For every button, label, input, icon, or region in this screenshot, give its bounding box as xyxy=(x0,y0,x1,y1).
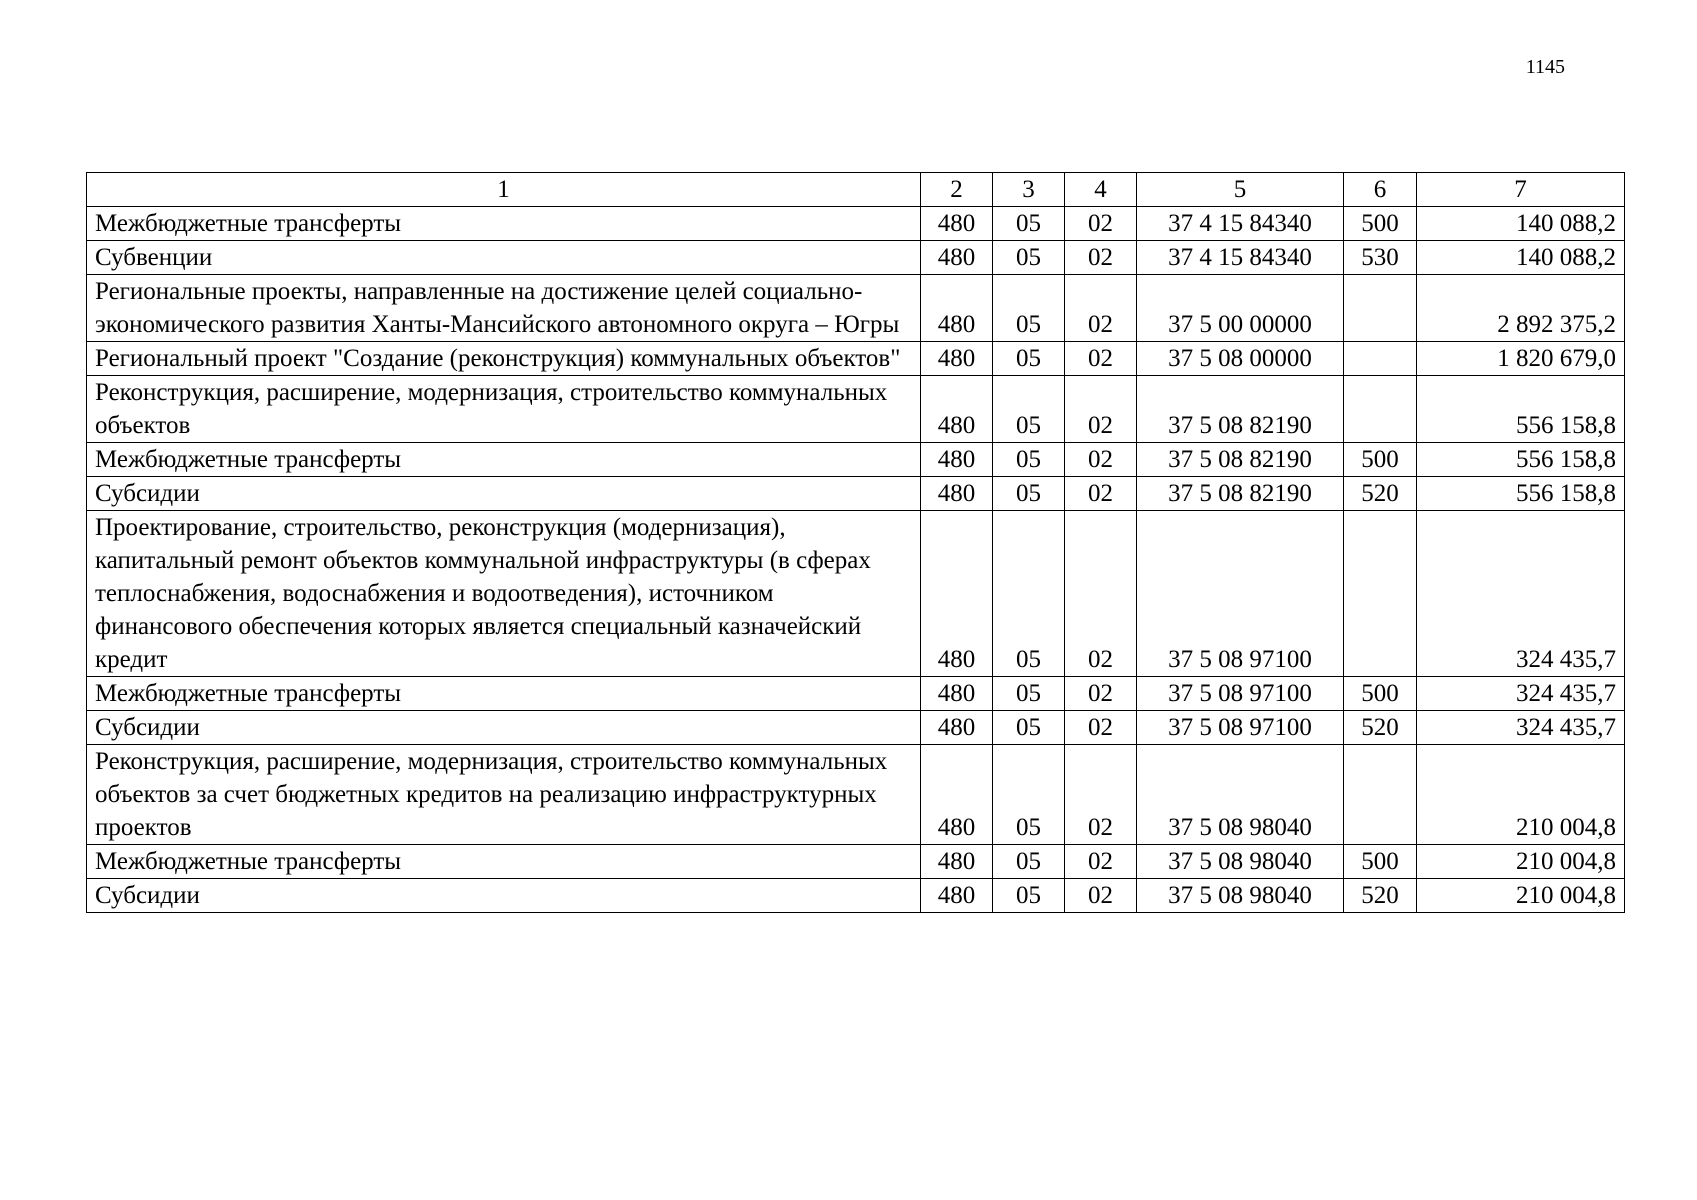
row-cell-4: 02 xyxy=(1065,879,1137,913)
row-amount-cell: 324 435,7 xyxy=(1417,677,1625,711)
table-row xyxy=(87,677,1625,711)
row-cell-3: 05 xyxy=(993,677,1065,711)
row-cell-6: 520 xyxy=(1344,879,1417,913)
row-amount-cell: 556 158,8 xyxy=(1417,443,1625,477)
row-amount-cell: 210 004,8 xyxy=(1417,745,1625,845)
table-row xyxy=(87,241,1625,275)
row-amount-cell: 556 158,8 xyxy=(1417,477,1625,511)
row-cell-4: 02 xyxy=(1065,511,1137,677)
row-cell-2: 480 xyxy=(921,745,993,845)
column-header: 6 xyxy=(1344,173,1417,207)
row-cell-4: 02 xyxy=(1065,376,1137,443)
row-cell-5: 37 4 15 84340 xyxy=(1137,241,1344,275)
row-cell-5: 37 4 15 84340 xyxy=(1137,207,1344,241)
row-name-cell: Проектирование, строительство, реконструкция (модернизация), капитальный ремонт объектов коммунальной инфраструктуры (в сферах теплоснабжения, водоснабжения и водоотведения), источником финансового обеспечения которых является специальный казначейский кредит xyxy=(87,511,921,677)
row-cell-5: 37 5 08 97100 xyxy=(1137,677,1344,711)
table-row xyxy=(87,275,1625,342)
row-cell-2: 480 xyxy=(921,845,993,879)
row-cell-2: 480 xyxy=(921,511,993,677)
row-cell-3: 05 xyxy=(993,241,1065,275)
row-amount-cell: 210 004,8 xyxy=(1417,845,1625,879)
row-name-cell: Межбюджетные трансферты xyxy=(87,443,921,477)
column-header: 4 xyxy=(1065,173,1137,207)
row-cell-4: 02 xyxy=(1065,677,1137,711)
row-cell-2: 480 xyxy=(921,477,993,511)
row-cell-2: 480 xyxy=(921,207,993,241)
row-name-cell: Межбюджетные трансферты xyxy=(87,845,921,879)
row-cell-3: 05 xyxy=(993,342,1065,376)
row-cell-6: 500 xyxy=(1344,845,1417,879)
row-cell-3: 05 xyxy=(993,376,1065,443)
row-amount-cell: 324 435,7 xyxy=(1417,711,1625,745)
table-header-row xyxy=(87,173,1625,207)
row-cell-6: 520 xyxy=(1344,711,1417,745)
row-name-cell: Субсидии xyxy=(87,711,921,745)
row-cell-6: 530 xyxy=(1344,241,1417,275)
table-row xyxy=(87,477,1625,511)
row-amount-cell: 2 892 375,2 xyxy=(1417,275,1625,342)
row-amount-cell: 140 088,2 xyxy=(1417,241,1625,275)
row-cell-3: 05 xyxy=(993,511,1065,677)
row-cell-5: 37 5 08 00000 xyxy=(1137,342,1344,376)
row-cell-3: 05 xyxy=(993,477,1065,511)
row-amount-cell: 140 088,2 xyxy=(1417,207,1625,241)
row-cell-4: 02 xyxy=(1065,275,1137,342)
row-cell-6 xyxy=(1344,342,1417,376)
row-name-cell: Региональные проекты, направленные на достижение целей социально-экономического развития Ханты-Мансийского автономного округа – Югры xyxy=(87,275,921,342)
page-number: 1145 xyxy=(1525,56,1565,78)
row-cell-5: 37 5 08 97100 xyxy=(1137,511,1344,677)
table-row xyxy=(87,711,1625,745)
row-cell-5: 37 5 08 82190 xyxy=(1137,443,1344,477)
row-cell-4: 02 xyxy=(1065,477,1137,511)
row-cell-5: 37 5 08 97100 xyxy=(1137,711,1344,745)
row-cell-5: 37 5 08 98040 xyxy=(1137,745,1344,845)
row-name-cell: Реконструкция, расширение, модернизация, строительство коммунальных объектов за счет бюджетных кредитов на реализацию инфраструктурных проектов xyxy=(87,745,921,845)
row-cell-6: 500 xyxy=(1344,207,1417,241)
row-name-cell: Реконструкция, расширение, модернизация, строительство коммунальных объектов xyxy=(87,376,921,443)
table-row xyxy=(87,443,1625,477)
row-amount-cell: 556 158,8 xyxy=(1417,376,1625,443)
row-cell-4: 02 xyxy=(1065,207,1137,241)
row-cell-6 xyxy=(1344,511,1417,677)
row-amount-cell: 1 820 679,0 xyxy=(1417,342,1625,376)
table-row xyxy=(87,511,1625,677)
column-header: 5 xyxy=(1137,173,1344,207)
row-cell-2: 480 xyxy=(921,443,993,477)
row-cell-4: 02 xyxy=(1065,745,1137,845)
row-cell-3: 05 xyxy=(993,879,1065,913)
column-header: 2 xyxy=(921,173,993,207)
row-cell-2: 480 xyxy=(921,342,993,376)
row-cell-4: 02 xyxy=(1065,845,1137,879)
row-cell-2: 480 xyxy=(921,275,993,342)
row-cell-2: 480 xyxy=(921,677,993,711)
row-cell-2: 480 xyxy=(921,241,993,275)
row-cell-3: 05 xyxy=(993,207,1065,241)
table-row xyxy=(87,879,1625,913)
row-cell-5: 37 5 08 98040 xyxy=(1137,879,1344,913)
row-name-cell: Субвенции xyxy=(87,241,921,275)
column-header: 1 xyxy=(87,173,921,207)
table-row xyxy=(87,207,1625,241)
row-amount-cell: 324 435,7 xyxy=(1417,511,1625,677)
budget-table xyxy=(86,172,1625,913)
row-name-cell: Межбюджетные трансферты xyxy=(87,207,921,241)
row-cell-2: 480 xyxy=(921,711,993,745)
row-cell-6: 500 xyxy=(1344,443,1417,477)
row-cell-6 xyxy=(1344,745,1417,845)
row-cell-3: 05 xyxy=(993,845,1065,879)
table-row xyxy=(87,845,1625,879)
row-cell-3: 05 xyxy=(993,745,1065,845)
row-cell-3: 05 xyxy=(993,443,1065,477)
table-row xyxy=(87,376,1625,443)
row-cell-5: 37 5 08 82190 xyxy=(1137,477,1344,511)
row-cell-3: 05 xyxy=(993,275,1065,342)
row-cell-2: 480 xyxy=(921,879,993,913)
table-row xyxy=(87,342,1625,376)
row-cell-4: 02 xyxy=(1065,711,1137,745)
row-amount-cell: 210 004,8 xyxy=(1417,879,1625,913)
row-cell-5: 37 5 08 82190 xyxy=(1137,376,1344,443)
row-name-cell: Региональный проект "Создание (реконструкция) коммунальных объектов" xyxy=(87,342,921,376)
column-header: 7 xyxy=(1417,173,1625,207)
row-cell-4: 02 xyxy=(1065,342,1137,376)
row-name-cell: Межбюджетные трансферты xyxy=(87,677,921,711)
row-cell-3: 05 xyxy=(993,711,1065,745)
row-cell-4: 02 xyxy=(1065,443,1137,477)
row-cell-5: 37 5 08 98040 xyxy=(1137,845,1344,879)
table-row xyxy=(87,745,1625,845)
row-cell-6 xyxy=(1344,376,1417,443)
row-cell-5: 37 5 00 00000 xyxy=(1137,275,1344,342)
row-name-cell: Субсидии xyxy=(87,879,921,913)
column-header: 3 xyxy=(993,173,1065,207)
row-cell-4: 02 xyxy=(1065,241,1137,275)
row-cell-6: 520 xyxy=(1344,477,1417,511)
row-cell-6: 500 xyxy=(1344,677,1417,711)
row-name-cell: Субсидии xyxy=(87,477,921,511)
row-cell-6 xyxy=(1344,275,1417,342)
row-cell-2: 480 xyxy=(921,376,993,443)
